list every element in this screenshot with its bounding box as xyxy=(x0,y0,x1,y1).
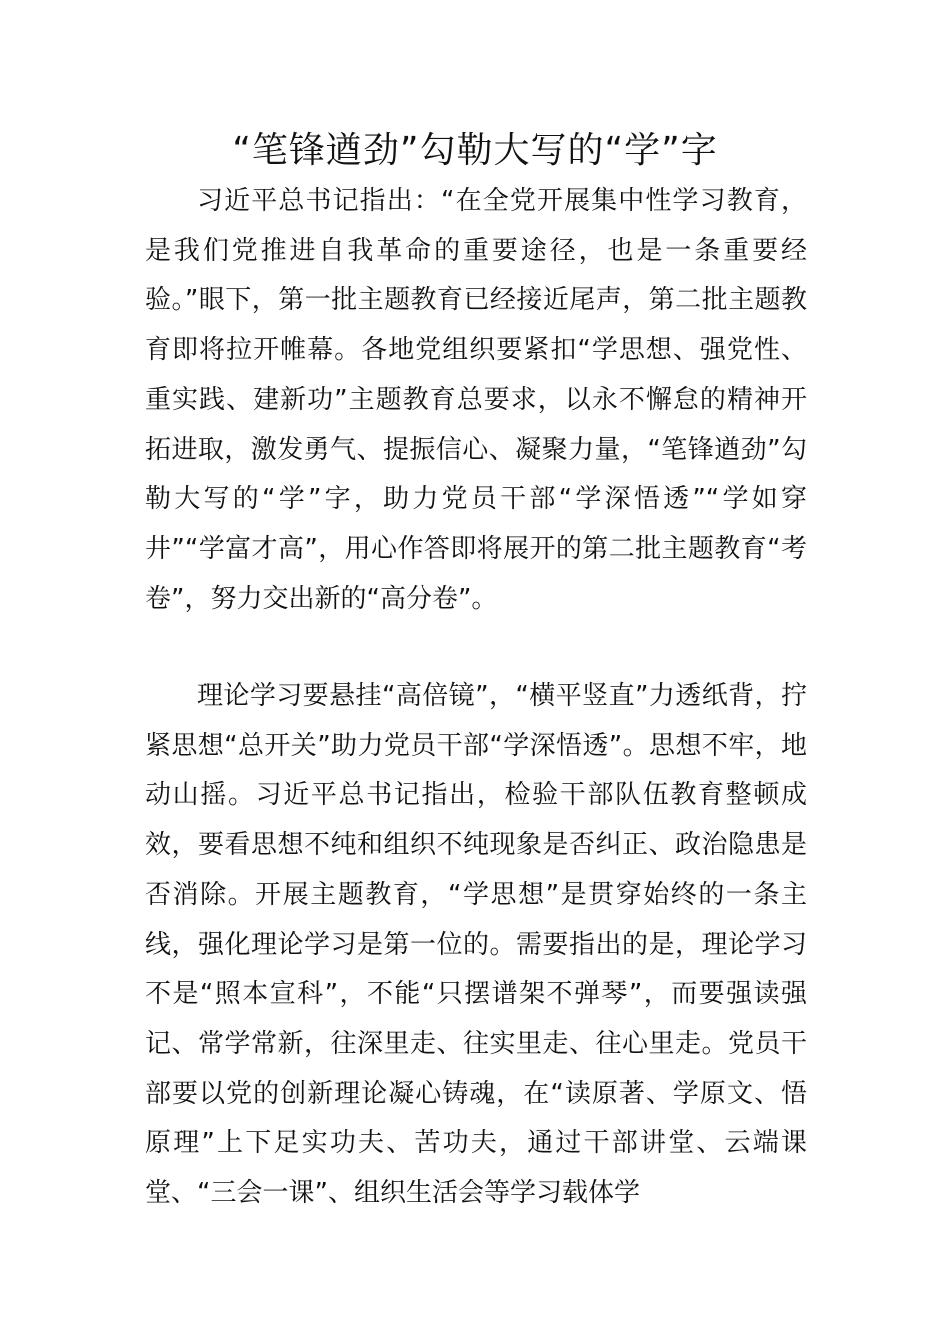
paragraph-intro: 习近平总书记指出：“在全党开展集中性学习教育，是我们党推进自我革命的重要途径，也是一条重要经验。”眼下，第一批主题教育已经接近尾声，第二批主题教育即将拉开帷幕。各地党组织要紧扣“学思想、强党性、重实践、建新功”主题教育总要求，以永不懈怠的精神开拓进取，激发勇气、提振信心、凝聚力量，“笔锋遒劲”勾勒大写的“学”字，助力党员干部“学深悟透”“学如穿井”“学富才高”，用心作答即将展开的第二批主题教育“考卷”，努力交出新的“高分卷”。 xyxy=(145,186,807,614)
document-title: “笔锋遒劲”勾勒大写的“学”字 xyxy=(232,130,718,171)
paragraph-theory-study: 理论学习要悬挂“高倍镜”，“横平竖直”力透纸背，拧紧思想“总开关”助力党员干部“学深悟透”。思想不牢，地动山摇。习近平总书记指出，检验干部队伍教育整顿成效，要看思想不纯和组织不纯现象是否纠正、政治隐患是否消除。开展主题教育，“学思想”是贯穿始终的一条主线，强化理论学习是第一位的。需要指出的是，理论学习不是“照本宣科”，不能“只摆谱架不弹琴”，而要强读强记、常学常新，往深里走、往实里走、往心里走。党员干部要以党的创新理论凝心铸魂，在“读原著、学原文、悟原理”上下足实功夫、苦功夫，通过干部讲堂、云端课堂、“三会一课”、组织生活会等学习载体学 xyxy=(145,681,807,1209)
